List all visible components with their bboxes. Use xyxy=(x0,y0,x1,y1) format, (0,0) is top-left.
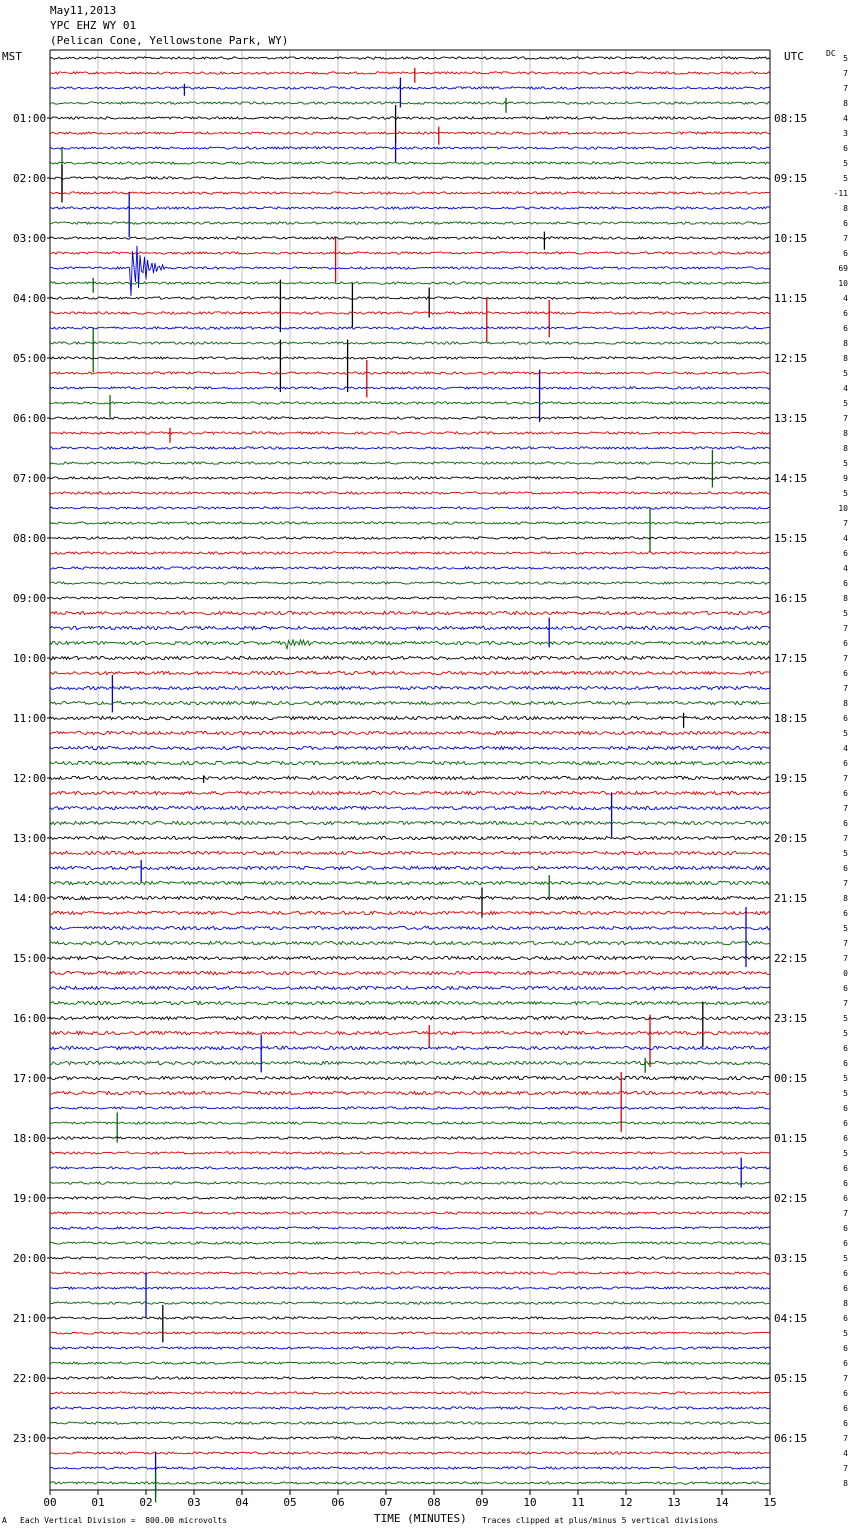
x-tick-label: 08 xyxy=(427,1496,441,1509)
utc-tick-label: 18:15 xyxy=(774,712,808,725)
dc-offset-value: 4 xyxy=(843,114,848,123)
dc-offset-value: 7 xyxy=(843,999,848,1008)
x-tick-label: 00 xyxy=(43,1496,57,1509)
trace-line xyxy=(50,192,770,194)
x-tick-label: 03 xyxy=(187,1496,201,1509)
dc-offset-value: 69 xyxy=(838,264,848,273)
trace-line xyxy=(50,1362,770,1364)
trace-line xyxy=(50,432,770,434)
trace-line xyxy=(50,761,770,764)
dc-offset-value: 8 xyxy=(843,594,848,603)
dc-offset-value: 4 xyxy=(843,1449,848,1458)
chart-date: May11,2013 xyxy=(50,4,117,17)
utc-tick-label: 14:15 xyxy=(774,472,808,485)
utc-tick-label: 02:15 xyxy=(774,1192,808,1205)
utc-tick-label: 13:15 xyxy=(774,412,808,425)
station-id: YPC EHZ WY 01 xyxy=(50,19,137,32)
trace-line xyxy=(50,102,770,104)
dc-offset-value: 6 xyxy=(843,1179,848,1188)
dc-offset-value: 5 xyxy=(843,174,848,183)
dc-offset-value: 5 xyxy=(843,369,848,378)
trace-line xyxy=(50,417,770,419)
dc-offset-value: 6 xyxy=(843,759,848,768)
dc-offset-value: 4 xyxy=(843,294,848,303)
dc-offset-value: 5 xyxy=(843,1029,848,1038)
trace-line xyxy=(50,1422,770,1424)
utc-tick-label: 03:15 xyxy=(774,1252,808,1265)
trace-line xyxy=(50,851,770,854)
x-axis-label: TIME (MINUTES) xyxy=(374,1512,467,1525)
dc-offset-value: 5 xyxy=(843,489,848,498)
mst-tick-label: 12:00 xyxy=(13,772,47,785)
dc-offset-value: 6 xyxy=(843,309,848,318)
trace-line xyxy=(50,731,770,734)
dc-offset-value: 4 xyxy=(843,534,848,543)
mst-tick-label: 02:00 xyxy=(13,172,47,185)
utc-tick-label: 19:15 xyxy=(774,772,808,785)
utc-tick-label: 20:15 xyxy=(774,832,808,845)
trace-line xyxy=(50,1467,770,1469)
dc-offset-value: 0 xyxy=(843,969,848,978)
trace-line xyxy=(50,1227,770,1229)
dc-offset-value: 8 xyxy=(843,354,848,363)
trace-line xyxy=(50,222,770,224)
dc-offset-value: 7 xyxy=(843,69,848,78)
utc-tick-label: 23:15 xyxy=(774,1012,808,1025)
dc-offset-value: 8 xyxy=(843,1479,848,1488)
trace-line xyxy=(50,87,770,89)
trace-line xyxy=(50,207,770,209)
trace-line xyxy=(50,821,770,824)
trace-line xyxy=(50,656,770,659)
trace-line xyxy=(50,387,770,389)
trace-line xyxy=(50,896,770,899)
utc-tick-label: 17:15 xyxy=(774,652,808,665)
dc-offset-value: 5 xyxy=(843,924,848,933)
dc-offset-value: 3 xyxy=(843,129,848,138)
utc-tick-label: 01:15 xyxy=(774,1132,808,1145)
x-tick-label: 15 xyxy=(763,1496,777,1509)
dc-offset-value: 6 xyxy=(843,1419,848,1428)
dc-offset-value: 7 xyxy=(843,234,848,243)
utc-tick-label: 22:15 xyxy=(774,952,808,965)
dc-offset-value: 6 xyxy=(843,984,848,993)
trace-line xyxy=(50,297,770,299)
trace-line xyxy=(50,597,770,599)
trace-line xyxy=(50,1347,770,1349)
trace-line xyxy=(50,1287,770,1289)
x-tick-label: 12 xyxy=(619,1496,633,1509)
dc-offset-value: 7 xyxy=(843,84,848,93)
mst-tick-label: 21:00 xyxy=(13,1312,47,1325)
trace-line xyxy=(50,911,770,914)
dc-offset-value: 6 xyxy=(843,1314,848,1323)
dc-offset-value: 4 xyxy=(843,564,848,573)
trace-line xyxy=(50,1212,770,1214)
trace-line xyxy=(50,552,770,554)
trace-line xyxy=(50,237,770,239)
dc-offset-value: 6 xyxy=(843,549,848,558)
mst-tick-label: 20:00 xyxy=(13,1252,47,1265)
dc-offset-value: 6 xyxy=(843,1164,848,1173)
dc-offset-value: 7 xyxy=(843,519,848,528)
x-tick-label: 01 xyxy=(91,1496,105,1509)
trace-line xyxy=(50,1197,770,1199)
trace-line xyxy=(50,986,770,989)
trace-line xyxy=(50,686,770,689)
dc-offset-value: 10 xyxy=(838,279,848,288)
clip-note: Traces clipped at plus/minus 5 vertical divisions xyxy=(482,1516,719,1525)
trace-line xyxy=(50,791,770,794)
trace-line xyxy=(50,1182,770,1184)
utc-tick-label: 10:15 xyxy=(774,232,808,245)
mst-tick-label: 17:00 xyxy=(13,1072,47,1085)
trace-line xyxy=(50,926,770,929)
trace-line xyxy=(50,1137,770,1139)
dc-offset-value: 5 xyxy=(843,849,848,858)
dc-offset-value: 6 xyxy=(843,789,848,798)
footer-mark: A xyxy=(2,1516,7,1525)
dc-offset-value: 6 xyxy=(843,864,848,873)
dc-offset-value: 6 xyxy=(843,324,848,333)
dc-offset-value: 5 xyxy=(843,609,848,618)
trace-line xyxy=(50,402,770,404)
utc-axis-title: UTC xyxy=(784,50,804,63)
mst-tick-label: 08:00 xyxy=(13,532,47,545)
dc-offset-title: DC xyxy=(826,49,836,58)
mst-tick-label: 03:00 xyxy=(13,232,47,245)
trace-line xyxy=(50,866,770,869)
dc-offset-value: 6 xyxy=(843,1389,848,1398)
dc-offset-value: 6 xyxy=(843,1269,848,1278)
dc-offset-value: 6 xyxy=(843,1134,848,1143)
dc-offset-value: 8 xyxy=(843,204,848,213)
dc-offset-value: 6 xyxy=(843,1044,848,1053)
dc-offset-value: -11 xyxy=(833,189,848,198)
dc-offset-value: 7 xyxy=(843,774,848,783)
mst-tick-label: 06:00 xyxy=(13,412,47,425)
dc-offset-value: 6 xyxy=(843,1359,848,1368)
mst-tick-label: 05:00 xyxy=(13,352,47,365)
dc-offset-value: 6 xyxy=(843,639,848,648)
utc-tick-label: 09:15 xyxy=(774,172,808,185)
dc-offset-value: 5 xyxy=(843,1074,848,1083)
mst-tick-label: 14:00 xyxy=(13,892,47,905)
trace-line xyxy=(50,342,770,344)
trace-line xyxy=(50,1061,770,1064)
dc-offset-value: 8 xyxy=(843,339,848,348)
trace-line xyxy=(50,1076,770,1079)
trace-line xyxy=(50,312,770,314)
trace-line xyxy=(50,1452,770,1454)
dc-offset-value: 7 xyxy=(843,1209,848,1218)
mst-tick-label: 13:00 xyxy=(13,832,47,845)
dc-offset-value: 7 xyxy=(843,1434,848,1443)
trace-line xyxy=(50,447,770,449)
dc-offset-value: 7 xyxy=(843,1374,848,1383)
trace-line xyxy=(50,776,770,779)
dc-offset-value: 6 xyxy=(843,1059,848,1068)
dc-offset-value: 4 xyxy=(843,744,848,753)
utc-tick-label: 16:15 xyxy=(774,592,808,605)
time-grid xyxy=(50,50,770,1490)
trace-line xyxy=(50,537,770,539)
trace-line xyxy=(50,1152,770,1154)
trace-line xyxy=(50,522,770,524)
dc-offset-value: 6 xyxy=(843,1344,848,1353)
mst-tick-labels xyxy=(13,112,50,1445)
x-axis-ticks xyxy=(43,1490,776,1509)
dc-offset-value: 7 xyxy=(843,804,848,813)
trace-line xyxy=(50,611,770,614)
utc-tick-label: 08:15 xyxy=(774,112,808,125)
trace-line xyxy=(50,626,770,629)
mst-axis-title: MST xyxy=(2,50,22,63)
trace-line xyxy=(50,357,770,359)
dc-offset-value: 5 xyxy=(843,1149,848,1158)
dc-offset-value: 6 xyxy=(843,219,848,228)
trace-line xyxy=(50,1332,770,1334)
x-tick-label: 06 xyxy=(331,1496,345,1509)
dc-offset-value: 6 xyxy=(843,1194,848,1203)
trace-line xyxy=(50,1272,770,1274)
x-tick-label: 05 xyxy=(283,1496,297,1509)
trace-line xyxy=(50,806,770,809)
trace-line xyxy=(50,1437,770,1439)
x-tick-label: 04 xyxy=(235,1496,249,1509)
utc-tick-label: 21:15 xyxy=(774,892,808,905)
dc-offset-value: 6 xyxy=(843,249,848,258)
dc-offset-value: 8 xyxy=(843,1299,848,1308)
utc-tick-label: 04:15 xyxy=(774,1312,808,1325)
trace-line xyxy=(50,1001,770,1004)
trace-line xyxy=(50,327,770,329)
utc-tick-label: 11:15 xyxy=(774,292,808,305)
dc-offset-value: 6 xyxy=(843,669,848,678)
dc-offset-value: 4 xyxy=(843,384,848,393)
mst-tick-label: 18:00 xyxy=(13,1132,47,1145)
trace-line xyxy=(50,72,770,74)
dc-offset-value: 7 xyxy=(843,834,848,843)
dc-offset-value: 7 xyxy=(843,684,848,693)
dc-offset-value: 5 xyxy=(843,1254,848,1263)
trace-line xyxy=(50,567,770,569)
trace-line xyxy=(50,941,770,944)
dc-offset-value: 7 xyxy=(843,954,848,963)
dc-offset-value: 6 xyxy=(843,1404,848,1413)
dc-offset-value: 5 xyxy=(843,459,848,468)
trace-line xyxy=(50,372,770,374)
dc-offset-value: 6 xyxy=(843,1119,848,1128)
dc-offset-value: 5 xyxy=(843,159,848,168)
trace-line xyxy=(50,881,770,884)
utc-tick-label: 15:15 xyxy=(774,532,808,545)
trace-line xyxy=(50,746,770,749)
dc-offset-value: 8 xyxy=(843,99,848,108)
mst-tick-label: 11:00 xyxy=(13,712,47,725)
dc-offset-value: 7 xyxy=(843,879,848,888)
trace-line xyxy=(50,1091,770,1094)
trace-line xyxy=(50,1302,770,1304)
dc-offset-value: 8 xyxy=(843,444,848,453)
mst-tick-label: 10:00 xyxy=(13,652,47,665)
trace-line xyxy=(50,701,770,704)
mst-tick-label: 04:00 xyxy=(13,292,47,305)
dc-offset-value: 8 xyxy=(843,429,848,438)
dc-offset-value: 5 xyxy=(843,1329,848,1338)
dc-offset-value: 6 xyxy=(843,1284,848,1293)
trace-line xyxy=(50,1392,770,1394)
trace-line xyxy=(50,162,770,164)
trace-line xyxy=(50,1407,770,1409)
dc-offset-value: 6 xyxy=(843,714,848,723)
scale-note: Each Vertical Division = 800.00 microvolts xyxy=(20,1516,228,1525)
mst-tick-label: 22:00 xyxy=(13,1372,47,1385)
x-tick-label: 14 xyxy=(715,1496,729,1509)
trace-line xyxy=(50,971,770,974)
trace-line xyxy=(50,177,770,179)
trace-line xyxy=(50,1242,770,1244)
trace-line xyxy=(50,1317,770,1319)
trace-line xyxy=(50,1031,770,1034)
dc-offset-value: 6 xyxy=(843,909,848,918)
mst-tick-label: 15:00 xyxy=(13,952,47,965)
dc-offset-value: 6 xyxy=(843,1224,848,1233)
dc-offset-value: 6 xyxy=(843,1104,848,1113)
trace-line xyxy=(50,1107,770,1109)
trace-line xyxy=(50,57,770,59)
mst-tick-label: 09:00 xyxy=(13,592,47,605)
dc-offset-value: 6 xyxy=(843,144,848,153)
trace-line xyxy=(50,252,770,254)
trace-line xyxy=(50,477,770,479)
dc-offset-value: 8 xyxy=(843,894,848,903)
x-tick-label: 02 xyxy=(139,1496,153,1509)
trace-line xyxy=(50,492,770,494)
dc-offset-value: 5 xyxy=(843,54,848,63)
dc-offset-value: 5 xyxy=(843,399,848,408)
utc-tick-label: 05:15 xyxy=(774,1372,808,1385)
dc-offset-value: 5 xyxy=(843,1089,848,1098)
dc-offset-value: 10 xyxy=(838,504,848,513)
trace-line xyxy=(50,1122,770,1124)
station-location: (Pelican Cone, Yellowstone Park, WY) xyxy=(50,34,289,47)
dc-offset-value: 5 xyxy=(843,1014,848,1023)
trace-line xyxy=(50,282,770,284)
dc-offset-value: 6 xyxy=(843,579,848,588)
dc-offset-value: 8 xyxy=(843,699,848,708)
trace-line xyxy=(50,1016,770,1019)
trace-line xyxy=(50,1167,770,1169)
dc-offset-value: 7 xyxy=(843,624,848,633)
dc-offset-value: 7 xyxy=(843,414,848,423)
trace-line xyxy=(50,956,770,959)
trace-line xyxy=(50,836,770,839)
trace-line xyxy=(50,1482,770,1484)
mst-tick-label: 23:00 xyxy=(13,1432,47,1445)
utc-tick-label: 06:15 xyxy=(774,1432,808,1445)
mst-tick-label: 07:00 xyxy=(13,472,47,485)
x-tick-label: 09 xyxy=(475,1496,489,1509)
dc-offset-value: 7 xyxy=(843,1464,848,1473)
x-tick-label: 07 xyxy=(379,1496,393,1509)
x-tick-label: 13 xyxy=(667,1496,681,1509)
mst-tick-label: 19:00 xyxy=(13,1192,47,1205)
trace-line xyxy=(50,132,770,134)
dc-offset-value: 7 xyxy=(843,939,848,948)
trace-line xyxy=(50,147,770,149)
x-tick-label: 11 xyxy=(571,1496,585,1509)
mst-tick-label: 01:00 xyxy=(13,112,47,125)
utc-tick-label: 12:15 xyxy=(774,352,808,365)
x-tick-label: 10 xyxy=(523,1496,537,1509)
dc-offset-value: 7 xyxy=(843,654,848,663)
trace-line xyxy=(50,462,770,464)
utc-tick-labels xyxy=(774,112,807,1445)
dc-offset-value: 5 xyxy=(843,729,848,738)
dc-offset-labels xyxy=(834,54,849,1488)
utc-tick-label: 00:15 xyxy=(774,1072,808,1085)
trace-line xyxy=(50,671,770,674)
dc-offset-value: 6 xyxy=(843,1239,848,1248)
trace-line xyxy=(50,1257,770,1259)
trace-line xyxy=(50,507,770,509)
seismic-traces xyxy=(50,57,770,1503)
dc-offset-value: 6 xyxy=(843,819,848,828)
trace-line xyxy=(50,1046,770,1049)
trace-line xyxy=(50,1377,770,1379)
dc-offset-value: 9 xyxy=(843,474,848,483)
trace-line xyxy=(50,117,770,119)
trace-line xyxy=(50,716,770,719)
mst-tick-label: 16:00 xyxy=(13,1012,47,1025)
trace-line xyxy=(50,640,770,649)
trace-line xyxy=(50,582,770,584)
